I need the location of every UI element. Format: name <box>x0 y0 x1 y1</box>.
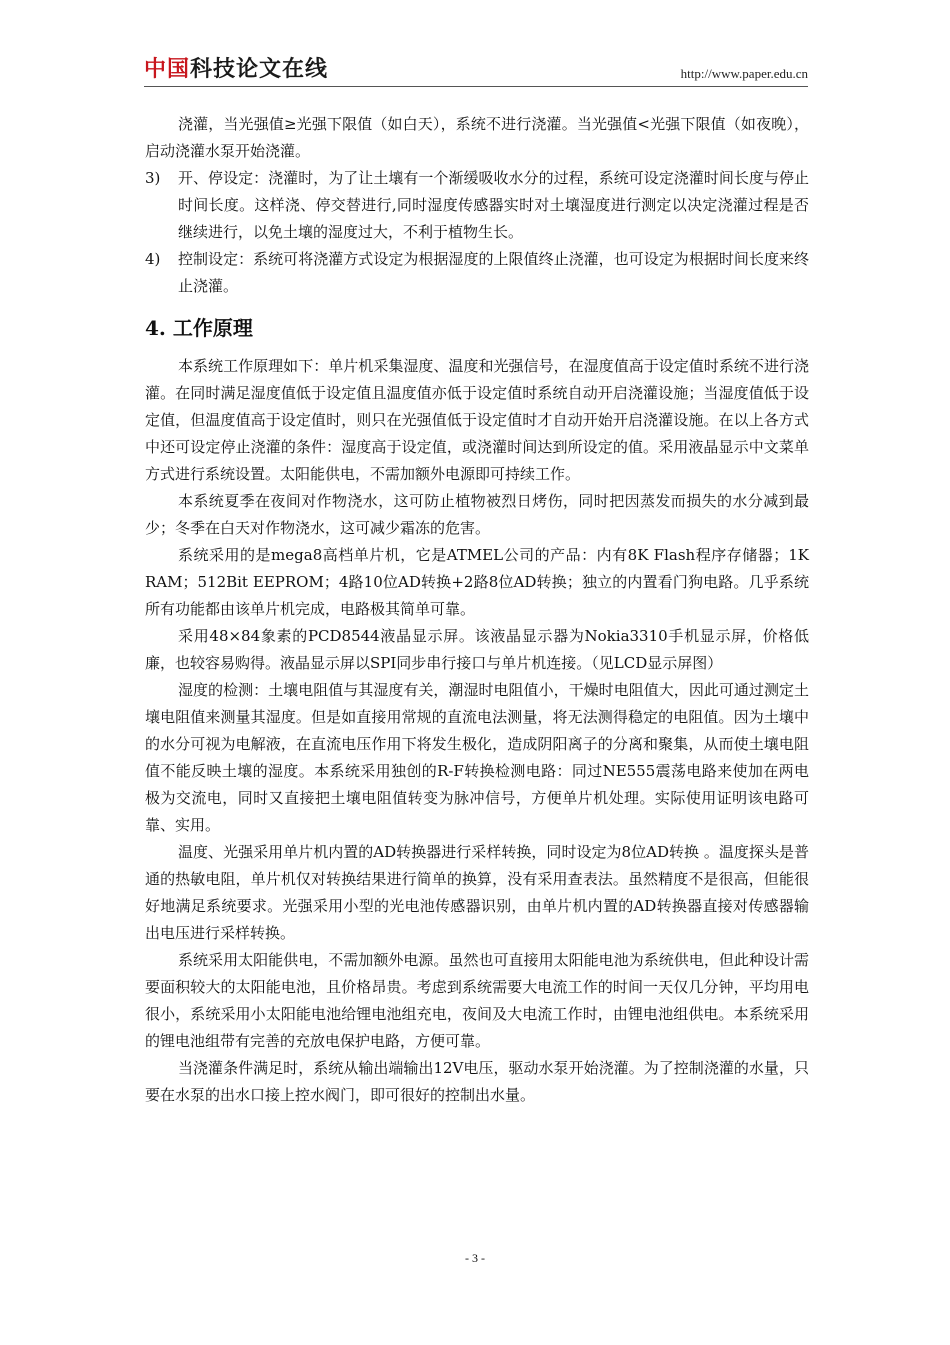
page-body <box>145 111 809 1109</box>
header-url[interactable]: http://www.paper.edu.cn <box>680 66 808 81</box>
section-heading: 4. 工作原理 <box>145 316 253 340</box>
body-paragraph: 本系统夏季在夜间对作物浇水，这可防止植物被烈日烤伤，同时把因蒸发而损失的水分减到最少；冬季在白天对作物浇水，这可减少霜冻的危害。 <box>145 492 809 537</box>
page-number: - 3 - <box>465 1251 485 1265</box>
body-paragraph: 采用48×84象素的PCD8544液晶显示屏。该液晶显示器为Nokia3310手机显示屏，价格低廉，也较容易购得。液晶显示屏以SPI同步串行接口与单片机连接。（见LCD显示屏图） <box>145 627 809 672</box>
body-paragraph: 当浇灌条件满足时，系统从输出端输出12V电压，驱动水泵开始浇灌。为了控制浇灌的水量，只要在水泵的出水口接上控水阀门，即可很好的控制出水量。 <box>145 1059 809 1104</box>
continued-paragraph: 浇灌，当光强值≥光强下限值（如白天），系统不进行浇灌。当光强值<光强下限值（如夜晚），启动浇灌水泵开始浇灌。 <box>145 115 809 160</box>
body-paragraph: 湿度的检测：土壤电阻值与其湿度有关，潮湿时电阻值小，干燥时电阻值大，因此可通过测定土壤电阻值来测量其湿度。但是如直接用常规的直流电法测量，将无法测得稳定的电阻值。因为土壤中的水分可视为电解液，在直流电压作用下将发生极化，造成阴阳离子的分离和聚集，从而使土壤电阻值不能反映土壤的湿度。本系统采用独创的R-F转换检测电路：同过NE555震荡电路来使加在两电极为交流电，同时又直接把土壤电阻值转变为脉冲信号，方便单片机处理。实际使用证明该电路可靠、实用。 <box>145 681 809 834</box>
page-header <box>144 56 808 86</box>
list-item-number: 4) <box>145 250 161 268</box>
body-paragraph: 系统采用的是mega8高档单片机，它是ATMEL公司的产品：内有8K Flash程序存储器；1K RAM；512Bit EEPROM；4路10位AD转换+2路8位AD转换；独立的内置看门狗电路。几乎系统所有功能都由该单片机完成，电路极其简单可靠。 <box>145 546 809 618</box>
site-logo <box>144 56 328 84</box>
list-item-text: 开、停设定：浇灌时，为了让土壤有一个渐缓吸收水分的过程，系统可设定浇灌时间长度与停止时间长度。这样浇、停交替进行,同时湿度传感器实时对土壤湿度进行测定以决定浇灌过程是否继续进行，以免土壤的湿度过大，不利于植物生长。 <box>178 169 809 241</box>
body-paragraph: 本系统工作原理如下：单片机采集湿度、温度和光强信号，在湿度值高于设定值时系统不进行浇灌。在同时满足湿度值低于设定值且温度值亦低于设定值时系统自动开启浇灌设施；当湿度值低于设定值，但温度值高于设定值时，则只在光强值低于设定值时才自动开始开启浇灌设施。在以上各方式中还可设定停止浇灌的条件：湿度高于设定值，或浇灌时间达到所设定的值。采用液晶显示中文菜单方式进行系统设置。太阳能供电，不需加额外电源即可持续工作。 <box>145 357 809 483</box>
logo-dark-text: 科技论文在线 <box>190 57 329 82</box>
header-rule <box>144 86 808 87</box>
list-item-text: 控制设定：系统可将浇灌方式设定为根据湿度的上限值终止浇灌，也可设定为根据时间长度来终止浇灌。 <box>178 250 809 295</box>
logo-red-text: 中国 <box>144 57 191 82</box>
list-item <box>145 165 809 246</box>
body-paragraph: 系统采用太阳能供电，不需加额外电源。虽然也可直接用太阳能电池为系统供电，但此种设计需要面积较大的太阳能电池，且价格昂贵。考虑到系统需要大电流工作的时间一天仅几分钟，平均用电很小，系统采用小太阳能电池给锂电池组充电，夜间及大电流工作时，由锂电池组供电。本系统采用的锂电池组带有完善的充放电保护电路，方便可靠。 <box>145 951 809 1050</box>
list-item-number: 3) <box>145 169 161 187</box>
body-paragraph: 温度、光强采用单片机内置的AD转换器进行采样转换，同时设定为8位AD转换 。温度探头是普通的热敏电阻，单片机仅对转换结果进行简单的换算，没有采用查表法。虽然精度不是很高，但能很好地满足系统要求。光强采用小型的光电池传感器识别，由单片机内置的AD转换器直接对传感器输出电压进行采样转换。 <box>145 843 809 942</box>
list-item <box>145 246 809 300</box>
